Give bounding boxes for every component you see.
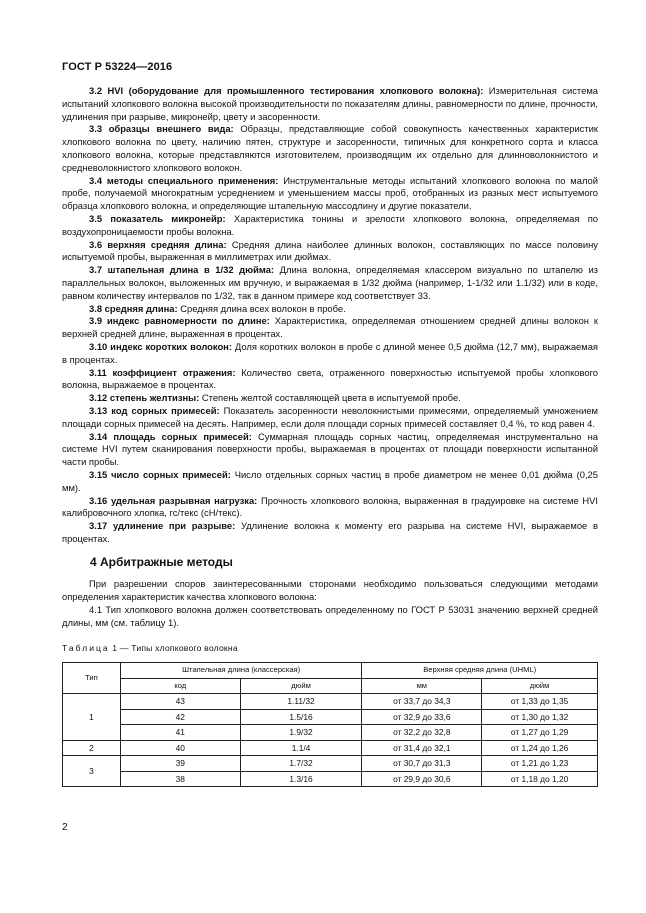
code-cell: 39 xyxy=(120,756,240,772)
uhml-inch-cell: от 1,30 до 1,32 xyxy=(482,709,598,725)
inch-subheader: дюйм xyxy=(240,678,362,694)
mm-cell: от 32,9 до 33,6 xyxy=(362,709,482,725)
term-3-14: 3.14 площадь сорных примесей: Суммарная площадь сорных частиц, определяемая инструментально на системе HVI путем сканирования поверхности пробы, выражаемая в процентах от площади поверхности испытанной части пробы. xyxy=(62,430,599,468)
term-3-12: 3.12 степень желтизны: Степень желтой составляющей цвета в испытуемой пробе. xyxy=(89,392,461,404)
code-subheader: код xyxy=(120,678,240,694)
mm-cell: от 32,2 до 32,8 xyxy=(362,725,482,741)
term-3-11: 3.11 коэффициент отражения: Количество света, отраженного поверхностью испытуемой пробы хлопкового волокна, выражаемое в процентах. xyxy=(62,366,599,391)
term-3-2: 3.2 HVI (оборудование для промышленного тестирования хлопкового волокна): Измерительная система испытаний хлопкового волокна высокой производительности по показателям длины, равномерности по длине, прочности, удлинения при разрыве, микронейр, цвету и засоренности. xyxy=(62,85,598,122)
uhml-header: Верхняя средняя длина (UHML) xyxy=(362,663,598,679)
code-cell: 41 xyxy=(120,725,240,741)
cotton-types-table xyxy=(62,662,598,787)
page-number: 2 xyxy=(62,822,68,833)
inch-cell: 1.11/32 xyxy=(240,694,362,710)
type-cell: 3 xyxy=(63,756,121,787)
table-caption: Таблица 1 — Типы хлопкового волокна xyxy=(62,642,238,653)
mm-subheader: мм xyxy=(362,678,482,694)
mm-cell: от 33,7 до 34,3 xyxy=(362,694,482,710)
term-3-16: 3.16 удельная разрывная нагрузка: Прочность хлопкового волокна, выраженная в градуировке на системе HVI калибровочного хлопка, гс/текс (сН/текс). xyxy=(62,494,599,519)
section-4-1: 4.1 Тип хлопкового волокна должен соответствовать определенному по ГОСТ Р 53031 значению верхней средней длины, мм (см. таблицу 1). xyxy=(62,604,598,628)
inch-cell: 1.3/16 xyxy=(240,771,362,787)
table-row xyxy=(63,771,598,787)
inch-cell: 1.9/32 xyxy=(240,725,362,741)
table-row xyxy=(63,740,598,756)
table-row xyxy=(63,756,598,772)
term-3-5: 3.5 показатель микронейр: Характеристика тонины и зрелости хлопкового волокна, определяемая по воздухопроницаемости пробы волокна. xyxy=(62,212,598,237)
table-row xyxy=(63,725,598,741)
document-header: ГОСТ Р 53224—2016 xyxy=(62,61,173,73)
table-row xyxy=(63,694,598,710)
type-cell: 2 xyxy=(63,740,121,756)
mm-cell: от 29,9 до 30,6 xyxy=(362,771,482,787)
term-3-10: 3.10 индекс коротких волокон: Доля коротких волокон в пробе с длиной менее 0,5 дюйма (12,7 мм), выражаемая в процентах. xyxy=(62,340,598,365)
col-type-header: Тип xyxy=(63,663,121,694)
code-cell: 40 xyxy=(120,740,240,756)
type-cell: 1 xyxy=(63,694,121,741)
term-3-4: 3.4 методы специального применения: Инструментальные методы испытаний хлопкового волокна по малой пробе, получаемой многократным усреднением и уменьшением массы проб, отобранных из разных мест испытуемого образца хлопкового волокна, и определяющие штапельную массодлину и другие показатели. xyxy=(62,174,598,212)
uhml-inch-cell: от 1,21 до 1,23 xyxy=(482,756,598,772)
inch-cell: 1.1/4 xyxy=(240,740,362,756)
mm-cell: от 30,7 до 31,3 xyxy=(362,756,482,772)
term-3-8: 3.8 средняя длина: Средняя длина всех волокон в пробе. xyxy=(89,302,346,314)
mm-cell: от 31,4 до 32,1 xyxy=(362,740,482,756)
code-cell: 38 xyxy=(120,771,240,787)
uhml-inch-cell: от 1,18 до 1,20 xyxy=(482,771,598,787)
term-3-13: 3.13 код сорных примесей: Показатель засоренности неволокнистыми примесями, определяемый умножением площади сорных примесей на десять. Например, если доля площади сорных примесей составляет 0,4 %, то код равен 4. xyxy=(62,404,598,429)
uhml-inch-cell: от 1,27 до 1,29 xyxy=(482,725,598,741)
term-3-9: 3.9 индекс равномерности по длине: Характеристика, определяемая отношением средней длины волокон к верхней средней длине, выраженная в процентах. xyxy=(62,315,599,340)
inch-cell: 1.7/32 xyxy=(240,756,362,772)
code-cell: 43 xyxy=(120,694,240,710)
code-cell: 42 xyxy=(120,709,240,725)
term-3-3: 3.3 образцы внешнего вида: Образцы, представляющие собой совокупность качественных характеристик хлопкового волокна по цвету, наличию пятен, структуре и засоренности, типичных для конкретного сорта и класса хлопкового волокна, которые представляются изготовителем, производящим их отдельно для длинноволокнистого и средневолокнистого хлопкового волокон. xyxy=(62,123,599,173)
document-body xyxy=(62,85,598,787)
inch-cell: 1.5/16 xyxy=(240,709,362,725)
term-3-17: 3.17 удлинение при разрыве: Удлинение волокна к моменту его разрыва на системе HVI, выражаемое в процентах. xyxy=(62,520,598,544)
uhml-inch-cell: от 1,24 до 1,26 xyxy=(482,740,598,756)
section-4-heading: 4 Арбитражные методы xyxy=(90,554,233,569)
term-3-6: 3.6 верхняя средняя длина: Средняя длина наиболее длинных волокон, составляющих по массе половину испытуемой пробы, выраженная в миллиметрах или дюймах. xyxy=(62,238,598,263)
uhml-inch-subheader: дюйм xyxy=(482,678,598,694)
uhml-inch-cell: от 1,33 до 1,35 xyxy=(482,694,598,710)
term-3-7: 3.7 штапельная длина в 1/32 дюйма: Длина волокна, определяемая классером визуально по штапелю из параллельных волокон, выложенных им вручную, и выражаемая в 1/32 дюйма (например, 1-1/32 или 1.1/32) или в коде, равном количеству интервалов по 1/32, так в данном примере код соответствует 33. xyxy=(62,264,598,301)
staple-length-header: Штапельная длина (классерская) xyxy=(120,663,362,679)
term-3-15: 3.15 число сорных примесей: Число отдельных сорных частиц в пробе диаметром не менее 0,01 дюйма (0,25 мм). xyxy=(62,468,598,493)
section-4-intro: При разрешении споров заинтересованными сторонами необходимо пользоваться следующими методами определения характеристик качества хлопкового волокна: xyxy=(62,578,598,603)
table-row xyxy=(63,709,598,725)
